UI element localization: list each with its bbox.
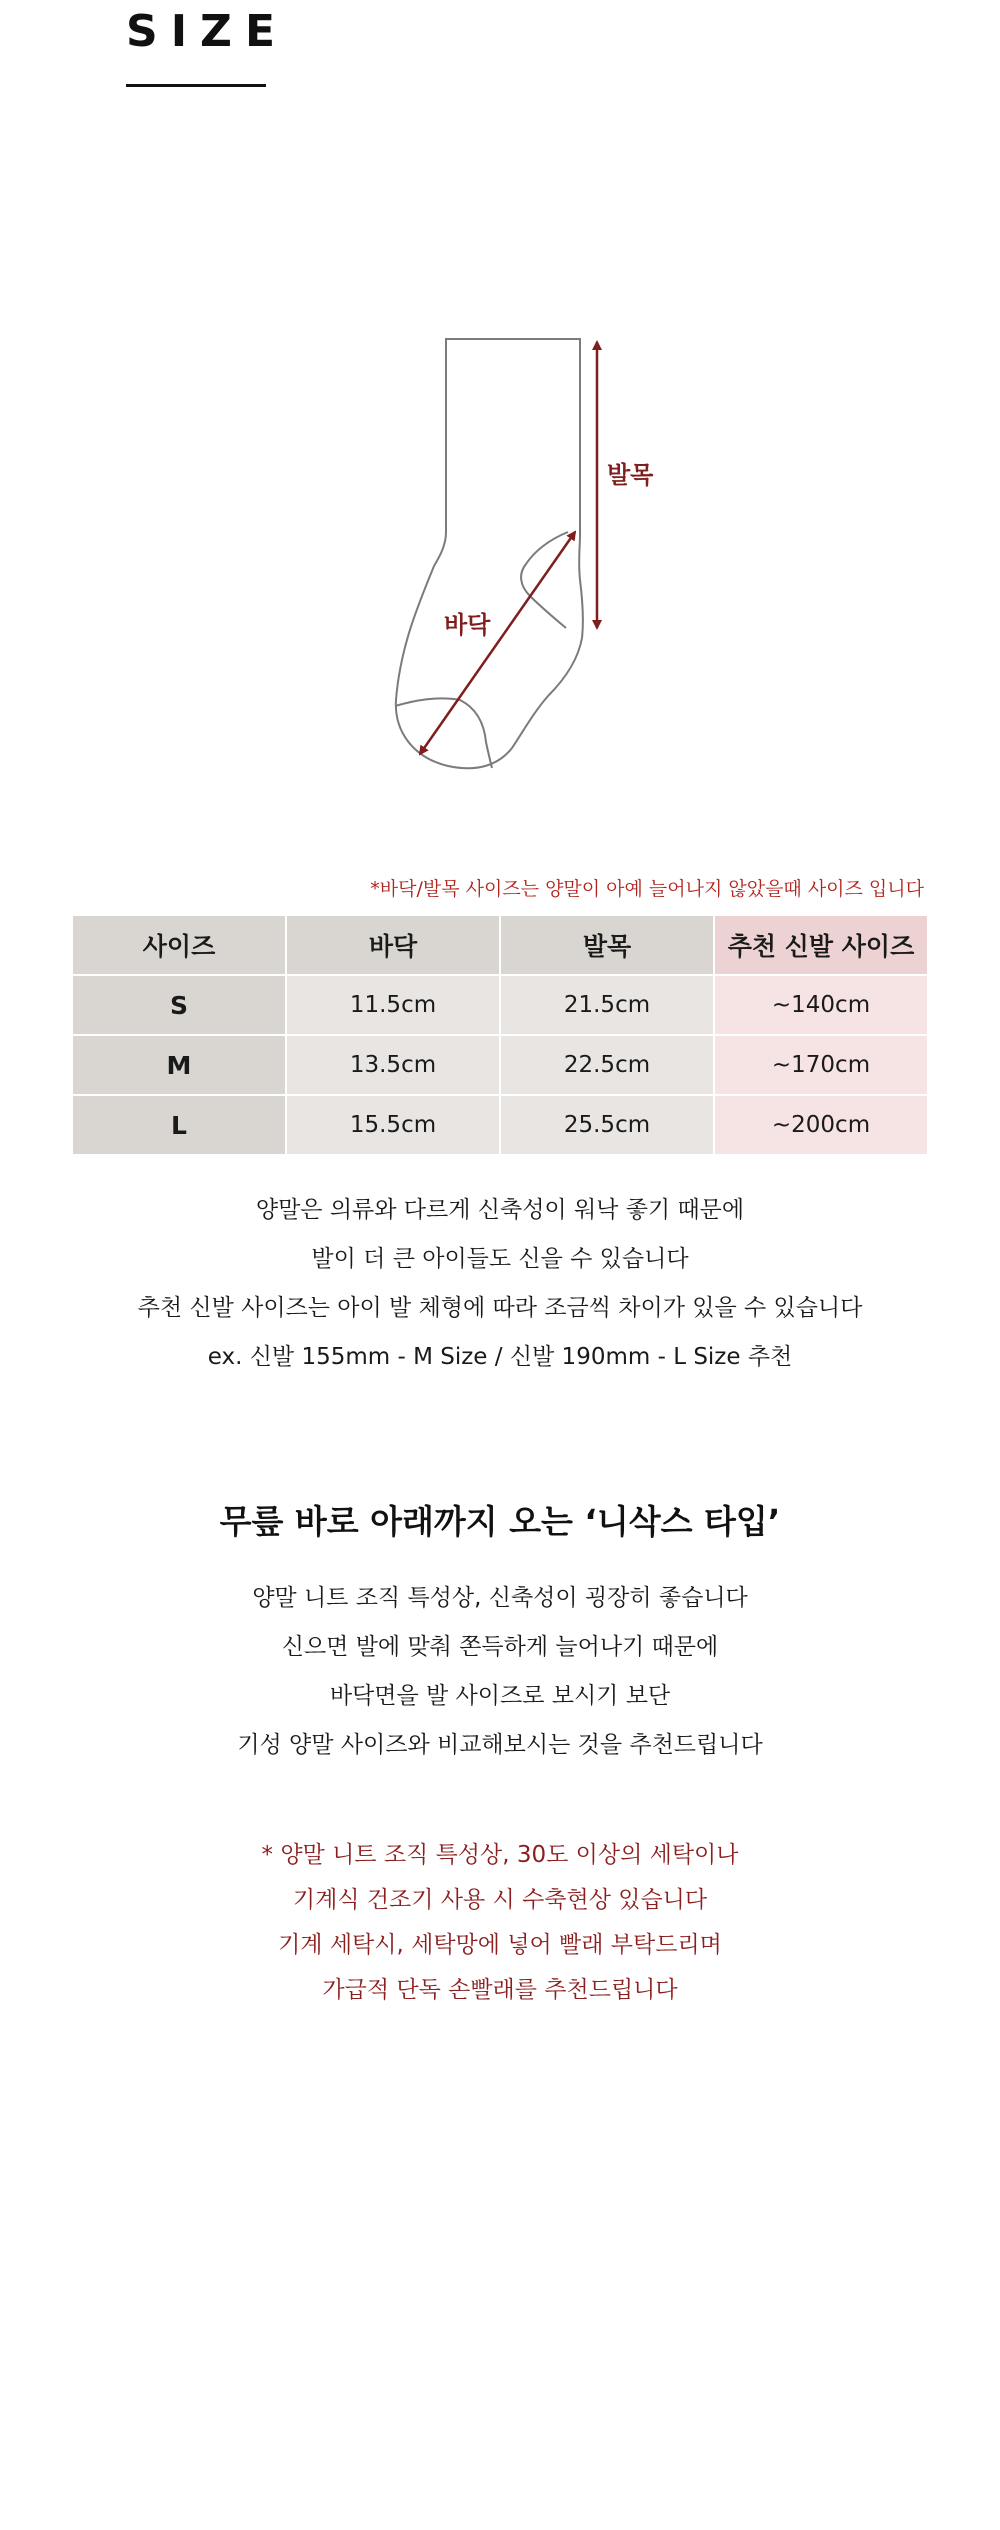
cell-size: M bbox=[72, 1035, 286, 1095]
table-row bbox=[72, 975, 928, 1035]
header-sole: 바닥 bbox=[286, 915, 500, 975]
care-line: 가급적 단독 손빨래를 추천드립니다 bbox=[322, 1977, 678, 2003]
cell-ankle: 21.5cm bbox=[500, 975, 714, 1035]
cell-shoe: ~140cm bbox=[714, 975, 928, 1035]
header-size: 사이즈 bbox=[72, 915, 286, 975]
cell-shoe: ~170cm bbox=[714, 1035, 928, 1095]
cell-ankle: 25.5cm bbox=[500, 1095, 714, 1155]
description-line: 기성 양말 사이즈와 비교해보시는 것을 추천드립니다 bbox=[237, 1732, 763, 1758]
care-line: 기계식 건조기 사용 시 수축현상 있습니다 bbox=[292, 1887, 708, 1913]
ankle-label: 발목 bbox=[607, 461, 654, 489]
care-line: * 양말 니트 조직 특성상, 30도 이상의 세탁이나 bbox=[261, 1842, 739, 1868]
table-header-row bbox=[72, 915, 928, 975]
knee-socks-description bbox=[0, 1574, 1000, 1770]
description-line: 양말 니트 조직 특성상, 신축성이 굉장히 좋습니다 bbox=[252, 1585, 748, 1611]
stretch-line: 발이 더 큰 아이들도 신을 수 있습니다 bbox=[311, 1246, 689, 1272]
section-title: SIZE bbox=[126, 6, 289, 57]
stretch-line: 양말은 의류와 다르게 신축성이 워낙 좋기 때문에 bbox=[255, 1197, 745, 1223]
cell-ankle: 22.5cm bbox=[500, 1035, 714, 1095]
care-line: 기계 세탁시, 세탁망에 넣어 빨래 부탁드리며 bbox=[278, 1932, 722, 1958]
stretch-info bbox=[0, 1186, 1000, 1382]
cell-size: L bbox=[72, 1095, 286, 1155]
description-line: 신으면 발에 맞춰 쫀득하게 늘어나기 때문에 bbox=[281, 1634, 719, 1660]
sock-diagram bbox=[0, 0, 1000, 800]
sole-arrow bbox=[420, 532, 575, 754]
stretch-line: ex. 신발 155mm - M Size / 신발 190mm - L Size 추천 bbox=[207, 1344, 793, 1370]
cell-size: S bbox=[72, 975, 286, 1035]
sock-outline bbox=[395, 339, 583, 768]
stretch-line: 추천 신발 사이즈는 아이 발 체형에 따라 조금씩 차이가 있을 수 있습니다 bbox=[137, 1295, 863, 1321]
sole-label: 바닥 bbox=[444, 611, 491, 639]
cell-shoe: ~200cm bbox=[714, 1095, 928, 1155]
header-recommended-shoe: 추천 신발 사이즈 bbox=[714, 915, 928, 975]
knee-socks-title: 무릎 바로 아래까지 오는 ‘니삭스 타입’ bbox=[219, 1502, 781, 1541]
table-row bbox=[72, 1095, 928, 1155]
table-row bbox=[72, 1035, 928, 1095]
size-table bbox=[71, 914, 929, 1156]
cell-sole: 15.5cm bbox=[286, 1095, 500, 1155]
cell-sole: 13.5cm bbox=[286, 1035, 500, 1095]
care-notice bbox=[0, 1833, 1000, 2013]
size-note: *바닥/발목 사이즈는 양말이 아예 늘어나지 않았을때 사이즈 입니다 bbox=[370, 878, 924, 900]
cell-sole: 11.5cm bbox=[286, 975, 500, 1035]
header-ankle: 발목 bbox=[500, 915, 714, 975]
description-line: 바닥면을 발 사이즈로 보시기 보단 bbox=[329, 1683, 671, 1709]
